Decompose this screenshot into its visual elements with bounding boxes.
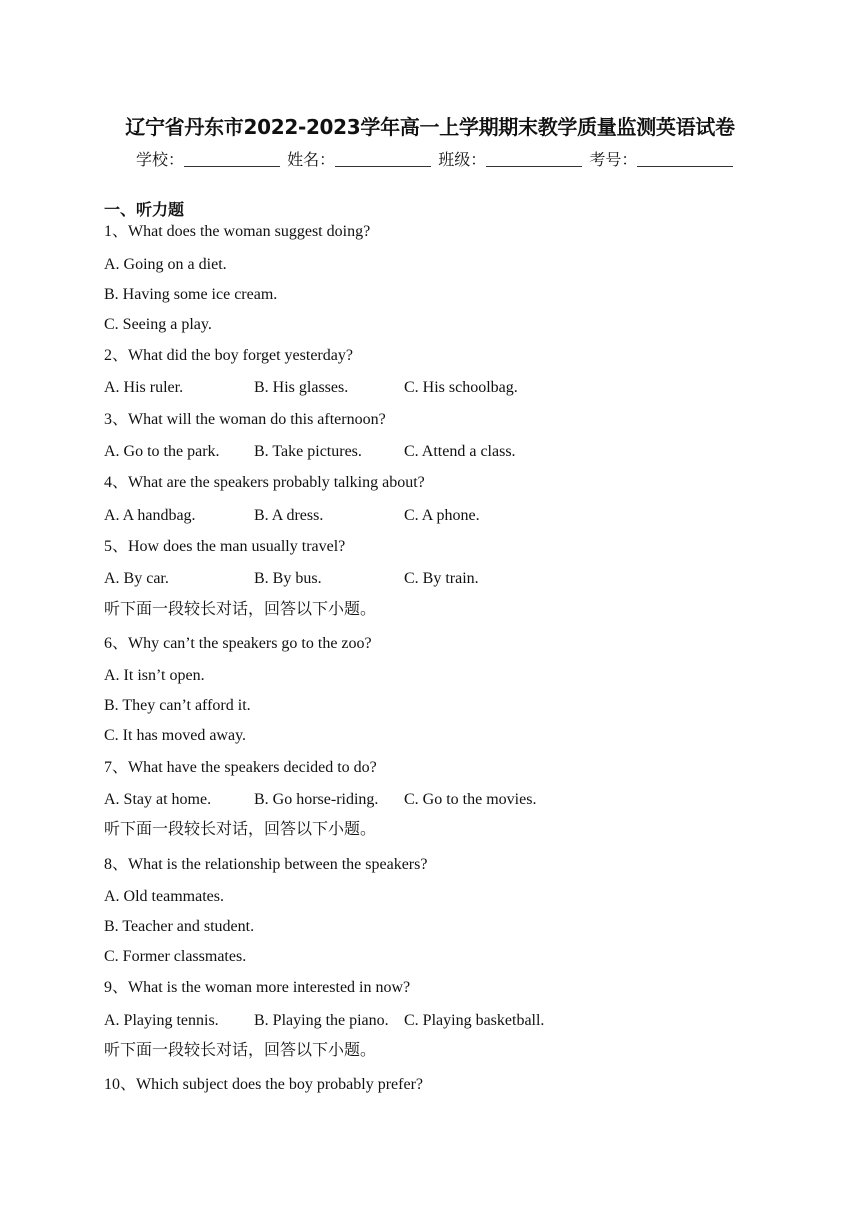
text-line: 听下面一段较长对话，回答以下小题。 <box>104 1042 377 1059</box>
option-item: B. His glasses. <box>254 379 349 396</box>
text-line: C. It has moved away. <box>104 727 247 744</box>
option-item: A. Playing tennis. <box>104 1012 219 1029</box>
text-line: B. They can’t afford it. <box>104 697 251 714</box>
text-line: 7、What have the speakers decided to do? <box>104 759 377 776</box>
text-line: C. Seeing a play. <box>104 316 212 333</box>
exam-number-blank[interactable] <box>637 150 733 167</box>
text-line: A. It isn’t open. <box>104 667 205 684</box>
option-item: A. By car. <box>104 570 169 587</box>
text-line: A. Old teammates. <box>104 888 224 905</box>
school-label: 学校： <box>136 150 185 169</box>
text-line: 10、Which subject does the boy probably prefer? <box>104 1076 424 1093</box>
option-item: C. A phone. <box>404 507 480 524</box>
option-item: C. Playing basketball. <box>404 1012 545 1029</box>
name-label: 姓名： <box>287 150 336 169</box>
option-item: A. Stay at home. <box>104 791 212 808</box>
student-info-row <box>136 147 735 170</box>
exam-number-label: 考号： <box>589 150 638 169</box>
text-line: B. Teacher and student. <box>104 918 255 935</box>
option-item: C. Attend a class. <box>404 443 516 460</box>
class-label: 班级： <box>438 150 487 169</box>
text-line: 6、Why can’t the speakers go to the zoo? <box>104 635 372 652</box>
option-item: C. By train. <box>404 570 479 587</box>
page-title: 辽宁省丹东市2022-2023学年高一上学期期末教学质量监测英语试卷 <box>125 115 735 139</box>
text-line: B. Having some ice cream. <box>104 286 278 303</box>
section-title: 一、听力题 <box>104 200 185 219</box>
text-line: 3、What will the woman do this afternoon? <box>104 411 386 428</box>
option-item: B. Go horse-riding. <box>254 791 379 808</box>
text-line: A. Going on a diet. <box>104 256 227 273</box>
text-line: 5、How does the man usually travel? <box>104 538 346 555</box>
option-item: B. A dress. <box>254 507 324 524</box>
text-line: C. Former classmates. <box>104 948 247 965</box>
name-blank[interactable] <box>335 150 431 167</box>
text-line: 听下面一段较长对话，回答以下小题。 <box>104 821 377 838</box>
option-item: B. Playing the piano. <box>254 1012 389 1029</box>
text-line: 2、What did the boy forget yesterday? <box>104 347 353 364</box>
option-item: C. His schoolbag. <box>404 379 518 396</box>
text-line: 9、What is the woman more interested in now? <box>104 979 411 996</box>
text-line: 4、What are the speakers probably talking about? <box>104 474 425 491</box>
class-blank[interactable] <box>486 150 582 167</box>
option-item: C. Go to the movies. <box>404 791 537 808</box>
school-blank[interactable] <box>184 150 280 167</box>
option-item: A. Go to the park. <box>104 443 220 460</box>
text-line: 听下面一段较长对话，回答以下小题。 <box>104 601 377 618</box>
text-line: 1、What does the woman suggest doing? <box>104 223 371 240</box>
option-item: A. A handbag. <box>104 507 196 524</box>
option-item: B. By bus. <box>254 570 322 587</box>
option-item: A. His ruler. <box>104 379 184 396</box>
text-line: 8、What is the relationship between the speakers? <box>104 856 428 873</box>
option-item: B. Take pictures. <box>254 443 362 460</box>
